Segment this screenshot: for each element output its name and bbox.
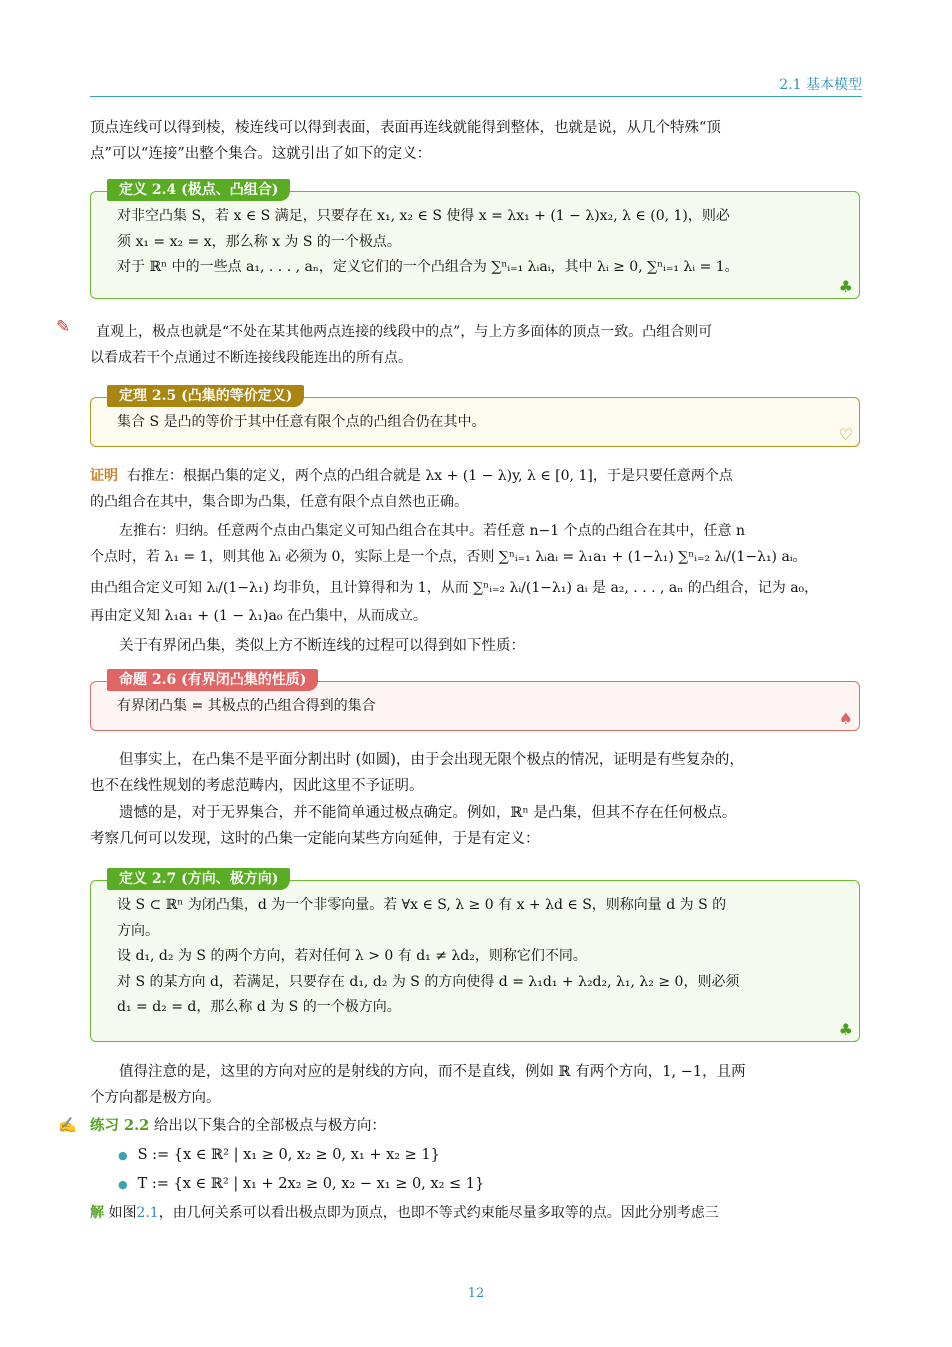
proposition-2-6-body — [117, 694, 833, 720]
solution-label: 解 — [90, 1205, 104, 1221]
page-number: 12 — [467, 1286, 485, 1301]
proof-line-4: 个点时，若 λ₁ = 1，则其他 λᵢ 必须为 0，实际上是一个点，否则 ∑ⁿᵢ₌₁ λᵢaᵢ = λ₁a₁ + (1−λ₁) ∑ⁿᵢ₌₂ λᵢ/(1−λ₁) aᵢ。 — [90, 549, 807, 565]
proposition-2-6-line-1: 有界闭凸集 = 其极点的凸组合得到的集合 — [117, 698, 376, 714]
definition-2-4-line-3: 对于 ℝⁿ 中的一些点 a₁, . . . , aₙ，定义它们的一个凸组合为 ∑ⁿᵢ₌₁ λᵢaᵢ，其中 λᵢ ≥ 0, ∑ⁿᵢ₌₁ λᵢ = 1。 — [117, 259, 739, 275]
definition-2-4-box — [90, 182, 860, 299]
exercise-item-2 — [118, 1172, 484, 1197]
definition-2-4-line-2: 须 x₁ = x₂ = x，那么称 x 为 S 的一个极点。 — [117, 233, 401, 250]
proposition-2-6-title: 命题 2.6 (有界闭凸集的性质) — [107, 669, 318, 691]
theorem-2-5-line-1: 集合 S 是凸的等价于其中任意有限个点的凸组合仍在其中。 — [117, 414, 486, 430]
bullet-icon: ● — [118, 1149, 128, 1162]
exercise-item-2-text: T := {x ∈ ℝ² | x₁ + 2x₂ ≥ 0, x₂ − x₁ ≥ 0, x₂ ≤ 1} — [137, 1176, 485, 1192]
definition-2-7-body — [117, 893, 833, 1021]
intro-line-2: 点”可以“连接”出整个集合。这就引出了如下的定义： — [90, 146, 432, 162]
definition-2-4-body — [117, 204, 833, 281]
club-icon: ♣ — [838, 1020, 853, 1039]
club-icon: ♣ — [838, 277, 853, 296]
note-line-1: 直观上，极点也就是“不处在某其他两点连接的线段中的点”，与上方多面体的顶点一致。凸组合则可 — [96, 324, 713, 340]
definition-2-7-line-3: 设 d₁, d₂ 为 S 的两个方向，若对任何 λ > 0 有 d₁ ≠ λd₂，则称它们不同。 — [117, 948, 587, 964]
paragraph-2-line-3: 遗憾的是，对于无界集合，并不能简单通过极点确定。例如，ℝⁿ 是凸集，但其不存在任何极点。 — [119, 805, 737, 821]
proof-line-5: 由凸组合定义可知 λᵢ/(1−λ₁) 均非负，且计算得和为 1，从而 ∑ⁿᵢ₌₂ λᵢ/(1−λ₁) aᵢ 是 a₂, . . . , aₙ 的凸组合，记为 a₀， — [90, 580, 819, 596]
bullet-icon: ● — [118, 1178, 128, 1191]
exercise-pencil-icon: ✍ — [58, 1116, 77, 1134]
proof-line-1 — [90, 464, 862, 489]
definition-2-7-box — [90, 871, 860, 1042]
exercise-item-1-text: S := {x ∈ ℝ² | x₁ ≥ 0, x₂ ≥ 0, x₁ + x₂ ≥ 1} — [137, 1147, 440, 1163]
solution-line — [90, 1201, 862, 1226]
exercise-heading — [90, 1113, 862, 1139]
definition-2-7-line-5: d₁ = d₂ = d，那么称 d 为 S 的一个极方向。 — [117, 999, 401, 1015]
theorem-2-5-title: 定理 2.5 (凸集的等价定义) — [107, 385, 304, 407]
proof-line-3: 左推右：归纳。任意两个点由凸集定义可知凸组合在其中。若任意 n−1 个点的凸组合在其中，任意 n — [119, 523, 746, 539]
solution-post: ，由几何关系可以看出极点即为顶点，也即不等式约束能尽量多取等的点。因此分别考虑三 — [158, 1205, 719, 1221]
paragraph-2-line-2: 也不在线性规划的考虑范畴内，因此这里不予证明。 — [90, 778, 424, 794]
proof-line-6: 再由定义知 λ₁a₁ + (1 − λ₁)a₀ 在凸集中，从而成立。 — [90, 608, 427, 624]
intro-line-1: 顶点连线可以得到棱，棱连线可以得到表面，表面再连线就能得到整体，也就是说，从几个特殊“顶 — [90, 120, 721, 136]
paragraph-3-line-1: 值得注意的是，这里的方向对应的是射线的方向，而不是直线，例如 ℝ 有两个方向，1, −1，且两 — [119, 1064, 746, 1080]
definition-2-4-title: 定义 2.4 (极点、凸组合) — [107, 179, 290, 201]
theorem-2-5-box — [90, 388, 860, 447]
definition-2-7-line-1: 设 S ⊂ ℝⁿ 为闭凸集，d 为一个非零向量。若 ∀x ∈ S, λ ≥ 0 有 x + λd ∈ S，则称向量 d 为 S 的 — [117, 897, 727, 913]
definition-2-7-line-4: 对 S 的某方向 d，若满足，只要存在 d₁, d₂ 为 S 的方向使得 d = λ₁d₁ + λ₂d₂, λ₁, λ₂ ≥ 0，则必须 — [117, 973, 740, 990]
note-pen-icon: ✎ — [56, 317, 71, 337]
definition-2-4-line-1: 对非空凸集 S，若 x ∈ S 满足，只要存在 x₁, x₂ ∈ S 使得 x = λx₁ + (1 − λ)x₂, λ ∈ (0, 1)，则必 — [117, 208, 730, 224]
proof-line-1-text: 右推左：根据凸集的定义，两个点的凸组合就是 λx + (1 − λ)y, λ ∈ [0, 1]，于是只要任意两个点 — [126, 468, 733, 484]
theorem-2-5-body — [117, 410, 833, 436]
solution-pre: 如图 — [108, 1205, 137, 1221]
proposition-2-6-box — [90, 672, 860, 731]
definition-2-7-line-2: 方向。 — [117, 922, 159, 939]
paragraph-2-line-1: 但事实上，在凸集不是平面分割出时 (如圆)，由于会出现无限个极点的情况，证明是有些复杂的， — [119, 752, 744, 768]
heart-icon: ♡ — [838, 425, 853, 444]
spade-icon: ♠ — [838, 709, 853, 728]
exercise-text: 给出以下集合的全部极点与极方向： — [153, 1118, 386, 1134]
note-line-2: 以看成若干个点通过不断连接线段能连出的所有点。 — [90, 350, 412, 366]
figure-reference-link[interactable]: 2.1 — [136, 1205, 159, 1221]
paragraph-2-line-4: 考察几何可以发现，这时的凸集一定能向某些方向延伸，于是有定义： — [90, 831, 540, 847]
definition-2-7-title: 定义 2.7 (方向、极方向) — [107, 868, 290, 890]
exercise-item-1 — [118, 1143, 440, 1168]
proof-label: 证明 — [90, 468, 118, 484]
proof-line-2: 的凸组合在其中，集合即为凸集，任意有限个点自然也正确。 — [90, 494, 468, 510]
exercise-label: 练习 2.2 — [90, 1117, 150, 1134]
running-header: 2.1 基本模型 — [90, 74, 862, 97]
bounded-convex-paragraph: 关于有界闭凸集，类似上方不断连线的过程可以得到如下性质： — [119, 638, 525, 654]
paragraph-3-line-2: 个方向都是极方向。 — [90, 1090, 221, 1106]
